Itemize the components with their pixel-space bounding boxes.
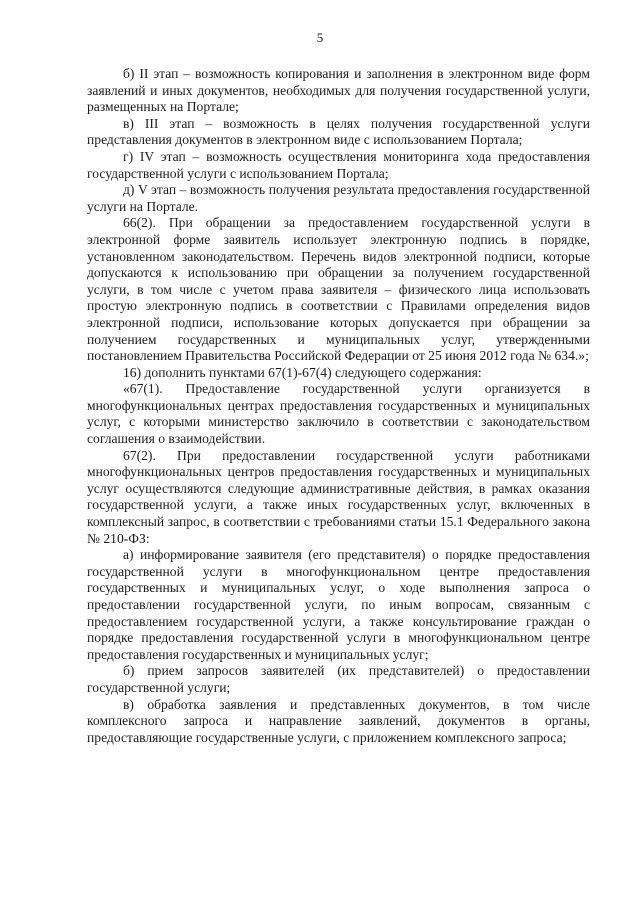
paragraph-subitem-v: в) обработка заявления и представленных документов, в том числе комплексного запроса и направление заявлений, документов в органы, предоставляющие государственные услуги, с приложением комплексного запроса;	[87, 696, 590, 745]
paragraph-stage-3: в) III этап – возможность в целях получения государственной услуги представления документов в электронном виде с использованием Портала;	[87, 115, 590, 148]
paragraph-67-2: 67(2). При предоставлении государственной услуги работниками многофункциональных центров предоставления государственных и муниципальных услуг осуществляются следующие административные действия, в рамках оказания государственной услуги, а также иных государственных услуг, включенных в комплексный запрос, в соответствии с требованиями статьи 15.1 Федерального закона № 210-ФЗ:	[87, 447, 590, 546]
paragraph-stage-4: г) IV этап – возможность осуществления мониторинга хода предоставления государственной услуги с использованием Портала;	[87, 148, 590, 181]
paragraph-66-2: 66(2). При обращении за предоставлением государственной услуги в электронной форме заявитель использует электронную подпись в порядке, установленном законодательством. Перечень видов электронной подписи, которые допускаются к использованию при обращении за получением государственной услуги, в том числе с учетом права заявителя – физического лица использовать простую электронную подпись в соответствии с Правилами определения видов электронной подписи, использование которых допускается при обращении за получением государственных и муниципальных услуг, утвержденными постановлением Правительства Российской Федерации от 25 июня 2012 года № 634.»;	[87, 215, 590, 364]
paragraph-stage-5: д) V этап – возможность получения результата предоставления государственной услуги на Портале.	[87, 182, 590, 214]
document-body	[87, 66, 590, 746]
page-number: 5	[316, 30, 324, 45]
paragraph-subitem-b: б) прием запросов заявителей (их представителей) о предоставлении государственной услуги;	[87, 663, 590, 695]
paragraph-item-16: 16) дополнить пунктами 67(1)-67(4) следующего содержания:	[123, 364, 482, 380]
paragraph-67-1: «67(1). Предоставление государственной услуги организуется в многофункциональных центрах предоставления государственных и муниципальных услуг, с которыми министерство заключило в соответствии с законодательством соглашения о взаимодействии.	[87, 381, 590, 447]
paragraph-subitem-a: а) информирование заявителя (его представителя) о порядке предоставления государственной услуги в многофункциональном центре предоставления государственных и муниципальных услуг, о ходе выполнения запроса о предоставлении государственной услуги, по иным вопросам, связанным с предоставлением государственной услуги, а также консультирование граждан о порядке предоставления государственной услуги в многофункциональном центре предоставления государственных и муниципальных услуг;	[87, 547, 590, 662]
paragraph-stage-2: б) II этап – возможность копирования и заполнения в электронном виде форм заявлений и иных документов, необходимых для получения государственной услуги, размещенных на Портале;	[87, 66, 590, 115]
